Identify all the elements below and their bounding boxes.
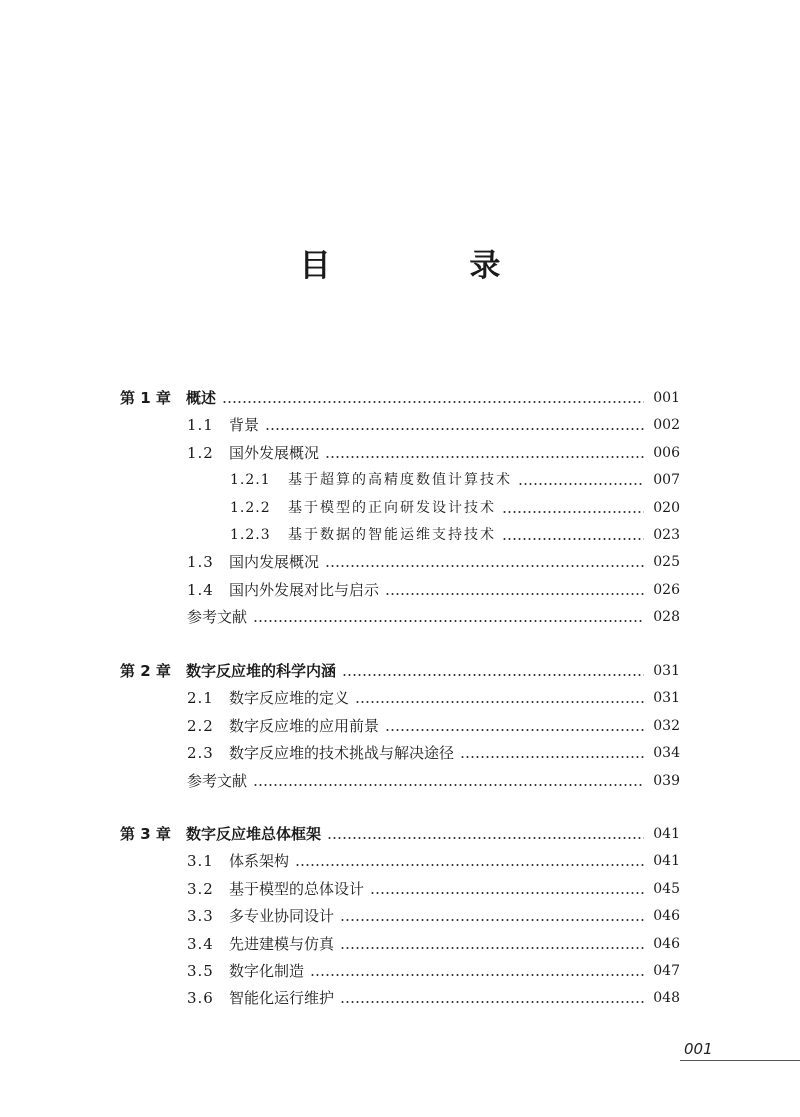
toc-subsection-entry[interactable]: [230, 524, 680, 546]
toc-subsection-entry[interactable]: [230, 497, 680, 519]
toc-chapter-entry-page-number: 041: [653, 826, 680, 842]
dot-leader: [342, 660, 644, 682]
dot-leader: [340, 933, 644, 955]
toc-section-entry-title: 国外发展概况: [229, 444, 320, 462]
toc-subsection-entry-number: 1.2.2: [230, 500, 271, 516]
toc-section-entry-number: 2.1: [187, 689, 214, 707]
toc-section-entry-page-number: 006: [653, 445, 680, 461]
toc-section-entry-number: 3.6: [187, 989, 214, 1007]
toc-section-entry-page-number: 025: [653, 554, 680, 570]
dot-leader: [502, 497, 644, 519]
toc-subsection-entry-title: 基于模型的正向研发设计技术: [288, 500, 496, 516]
toc-references-entry-page-number: 028: [653, 609, 680, 625]
toc-section-entry-number: 2.2: [187, 717, 214, 735]
dot-leader: [518, 469, 644, 491]
toc-section-entry[interactable]: [187, 715, 680, 737]
dot-leader: [325, 551, 644, 573]
dot-leader: [327, 823, 644, 845]
toc-references-entry-title: 参考文献: [187, 608, 248, 626]
toc-section-entry-title: 背景: [229, 416, 260, 434]
toc-chapter-entry-number: 第 3 章: [120, 825, 171, 843]
toc-section-entry-page-number: 002: [653, 417, 680, 433]
toc-section-entry-page-number: 046: [653, 908, 680, 924]
folio-rule: [680, 1060, 800, 1061]
dot-leader: [340, 987, 644, 1009]
toc-section-entry[interactable]: [187, 579, 680, 601]
dot-leader: [460, 742, 644, 764]
dot-leader: [502, 524, 644, 546]
toc-chapter-entry-title: 数字反应堆的科学内涵: [186, 662, 337, 680]
toc-section-entry-page-number: 034: [653, 745, 680, 761]
toc-section-entry[interactable]: [187, 850, 680, 872]
dot-leader: [265, 414, 644, 436]
toc-section-entry-title: 多专业协同设计: [229, 907, 335, 925]
toc-section-entry-page-number: 046: [653, 936, 680, 952]
toc-references-entry[interactable]: [187, 770, 680, 792]
dot-leader: [222, 387, 644, 409]
toc-section-entry-page-number: 032: [653, 718, 680, 734]
dot-leader: [295, 850, 644, 872]
page-title: 目 录: [299, 248, 565, 284]
toc-chapter-entry-page-number: 001: [653, 390, 680, 406]
toc-section-entry-number: 1.4: [187, 581, 214, 599]
toc-section-entry-number: 2.3: [187, 744, 214, 762]
toc-section-entry-number: 1.3: [187, 553, 214, 571]
toc-chapter-entry[interactable]: [120, 387, 680, 409]
toc-section-entry[interactable]: [187, 687, 680, 709]
toc-section-entry-number: 3.4: [187, 935, 214, 953]
toc-section-entry[interactable]: [187, 933, 680, 955]
page-number: 001: [684, 1040, 713, 1058]
toc-section-entry-title: 国内外发展对比与启示: [229, 581, 380, 599]
toc-section-entry[interactable]: [187, 905, 680, 927]
dot-leader: [253, 606, 644, 628]
dot-leader: [385, 715, 644, 737]
toc-chapter-entry-number: 第 2 章: [120, 662, 171, 680]
toc-section-entry-page-number: 045: [653, 881, 680, 897]
toc-section-entry[interactable]: [187, 742, 680, 764]
toc-subsection-entry-page-number: 020: [653, 500, 680, 516]
toc-section-entry-number: 1.1: [187, 416, 214, 434]
toc-references-entry-title: 参考文献: [187, 772, 248, 790]
toc-section-entry-title: 数字化制造: [229, 962, 305, 980]
toc-subsection-entry-page-number: 023: [653, 527, 680, 543]
toc-chapter-entry-title: 数字反应堆总体框架: [186, 825, 322, 843]
toc-section-entry[interactable]: [187, 878, 680, 900]
dot-leader: [385, 579, 644, 601]
toc-references-entry-page-number: 039: [653, 773, 680, 789]
toc-section-entry[interactable]: [187, 442, 680, 464]
toc-section-entry-title: 智能化运行维护: [229, 989, 335, 1007]
dot-leader: [325, 442, 644, 464]
toc-subsection-entry-number: 1.2.1: [230, 472, 271, 488]
toc-chapter-entry-number: 第 1 章: [120, 389, 171, 407]
toc-section-entry-page-number: 041: [653, 853, 680, 869]
toc-section-entry-title: 数字反应堆的定义: [229, 689, 350, 707]
toc-section-entry-number: 1.2: [187, 444, 214, 462]
dot-leader: [310, 960, 644, 982]
toc-chapter-entry-page-number: 031: [653, 663, 680, 679]
toc-subsection-entry-number: 1.2.3: [230, 527, 271, 543]
toc-references-entry[interactable]: [187, 606, 680, 628]
toc-section-entry-page-number: 047: [653, 963, 680, 979]
toc-section-entry-page-number: 026: [653, 582, 680, 598]
toc-subsection-entry-page-number: 007: [653, 472, 680, 488]
toc-section-entry-title: 体系架构: [229, 852, 290, 870]
toc-section-entry[interactable]: [187, 987, 680, 1009]
toc-section-entry-title: 先进建模与仿真: [229, 935, 335, 953]
toc-section-entry[interactable]: [187, 414, 680, 436]
toc-section-entry-number: 3.1: [187, 852, 214, 870]
dot-leader: [253, 770, 644, 792]
toc-section-entry-page-number: 031: [653, 690, 680, 706]
toc-chapter-entry-title: 概述: [186, 389, 217, 407]
toc-chapter-entry[interactable]: [120, 660, 680, 682]
toc-section-entry-title: 数字反应堆的应用前景: [229, 717, 380, 735]
toc-subsection-entry-title: 基于数据的智能运维支持技术: [288, 527, 496, 543]
dot-leader: [370, 878, 644, 900]
toc-section-entry-number: 3.5: [187, 962, 214, 980]
dot-leader: [340, 905, 644, 927]
toc-section-entry-number: 3.3: [187, 907, 214, 925]
toc-subsection-entry-title: 基于超算的高精度数值计算技术: [288, 472, 512, 488]
toc-subsection-entry[interactable]: [230, 469, 680, 491]
toc-section-entry-title: 数字反应堆的技术挑战与解决途径: [229, 744, 455, 762]
toc-chapter-entry[interactable]: [120, 823, 680, 845]
toc-section-entry[interactable]: [187, 960, 680, 982]
dot-leader: [355, 687, 644, 709]
toc-section-entry-page-number: 048: [653, 990, 680, 1006]
toc-section-entry-title: 国内发展概况: [229, 553, 320, 571]
toc-section-entry-title: 基于模型的总体设计: [229, 880, 365, 898]
toc-section-entry-number: 3.2: [187, 880, 214, 898]
toc-section-entry[interactable]: [187, 551, 680, 573]
